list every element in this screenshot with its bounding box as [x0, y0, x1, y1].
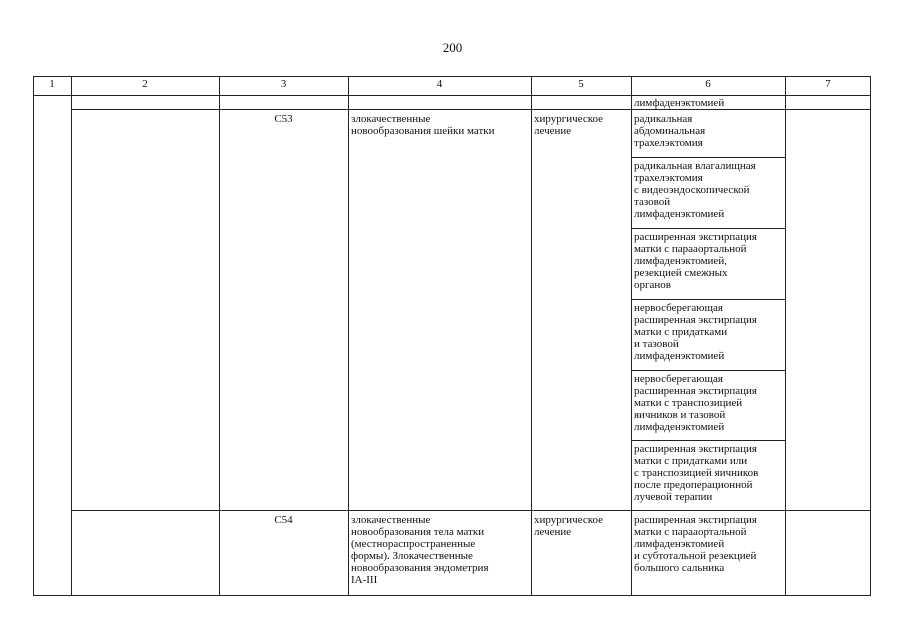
method-divider-2: [631, 228, 785, 229]
carryover-method-text: лимфаденэктомией: [634, 97, 725, 109]
col-divider-3: [348, 76, 349, 596]
method-divider-1: [631, 157, 785, 158]
col-divider-1: [71, 76, 72, 596]
method-divider-5: [631, 440, 785, 441]
table-border-right: [870, 76, 871, 596]
method-c53-3: расширенная экстирпация матки с парааортальной лимфаденэктомией, резекцией смежных органов: [634, 231, 757, 291]
method-divider-3: [631, 299, 785, 300]
diagnosis-c53: злокачественные новообразования шейки матки: [351, 113, 495, 137]
method-c53-2: радикальная влагалищная трахелэктомия с видеоэндоскопической тазовой лимфаденэктомией: [634, 160, 756, 220]
method-c54-1: расширенная экстирпация матки с парааортальной лимфаденэктомией и субтотальной резекцией большого сальника: [634, 514, 757, 574]
diagnosis-c54: злокачественные новообразования тела матки (местнораспространенные формы). Злокачественные новообразования эндометрия IA-III: [351, 514, 489, 586]
header-col-4: 4: [436, 78, 443, 90]
treatment-c54: хирургическое лечение: [534, 514, 604, 538]
method-c53-4: нервосберегающая расширенная экстирпация матки с придатками и тазовой лимфаденэктомией: [634, 302, 757, 362]
col-divider-5: [631, 76, 632, 596]
header-col-5: 5: [578, 78, 584, 90]
method-c53-6: расширенная экстирпация матки с придатками или с транспозицией яичников после предоперационной лучевой терапии: [634, 443, 759, 503]
col-divider-4: [531, 76, 532, 596]
method-divider-4: [631, 370, 785, 371]
header-col-3: 3: [280, 78, 287, 90]
row-divider-c54-top: [71, 510, 871, 511]
table-border-top: [33, 76, 871, 77]
code-c54: C54: [274, 514, 293, 526]
col-divider-6: [785, 76, 786, 596]
header-col-2: 2: [142, 78, 148, 90]
treatment-c53: хирургическое лечение: [534, 113, 604, 137]
code-c53: C53: [274, 113, 293, 125]
header-col-6: 6: [705, 78, 711, 90]
method-c53-5: нервосберегающая расширенная экстирпация матки с транспозицией яичников и тазовой лимфаденэктомией: [634, 373, 757, 433]
method-c53-1: радикальная абдоминальная трахелэктомия: [634, 113, 706, 149]
header-col-1: 1: [49, 78, 55, 90]
header-col-7: 7: [825, 78, 831, 90]
table-border-bottom: [33, 595, 871, 596]
table-border-left: [33, 76, 34, 596]
medical-table: [33, 76, 871, 596]
page-number: 200: [442, 40, 463, 55]
row-divider-c53-top: [71, 109, 871, 110]
header-bottom-line: [33, 95, 871, 96]
